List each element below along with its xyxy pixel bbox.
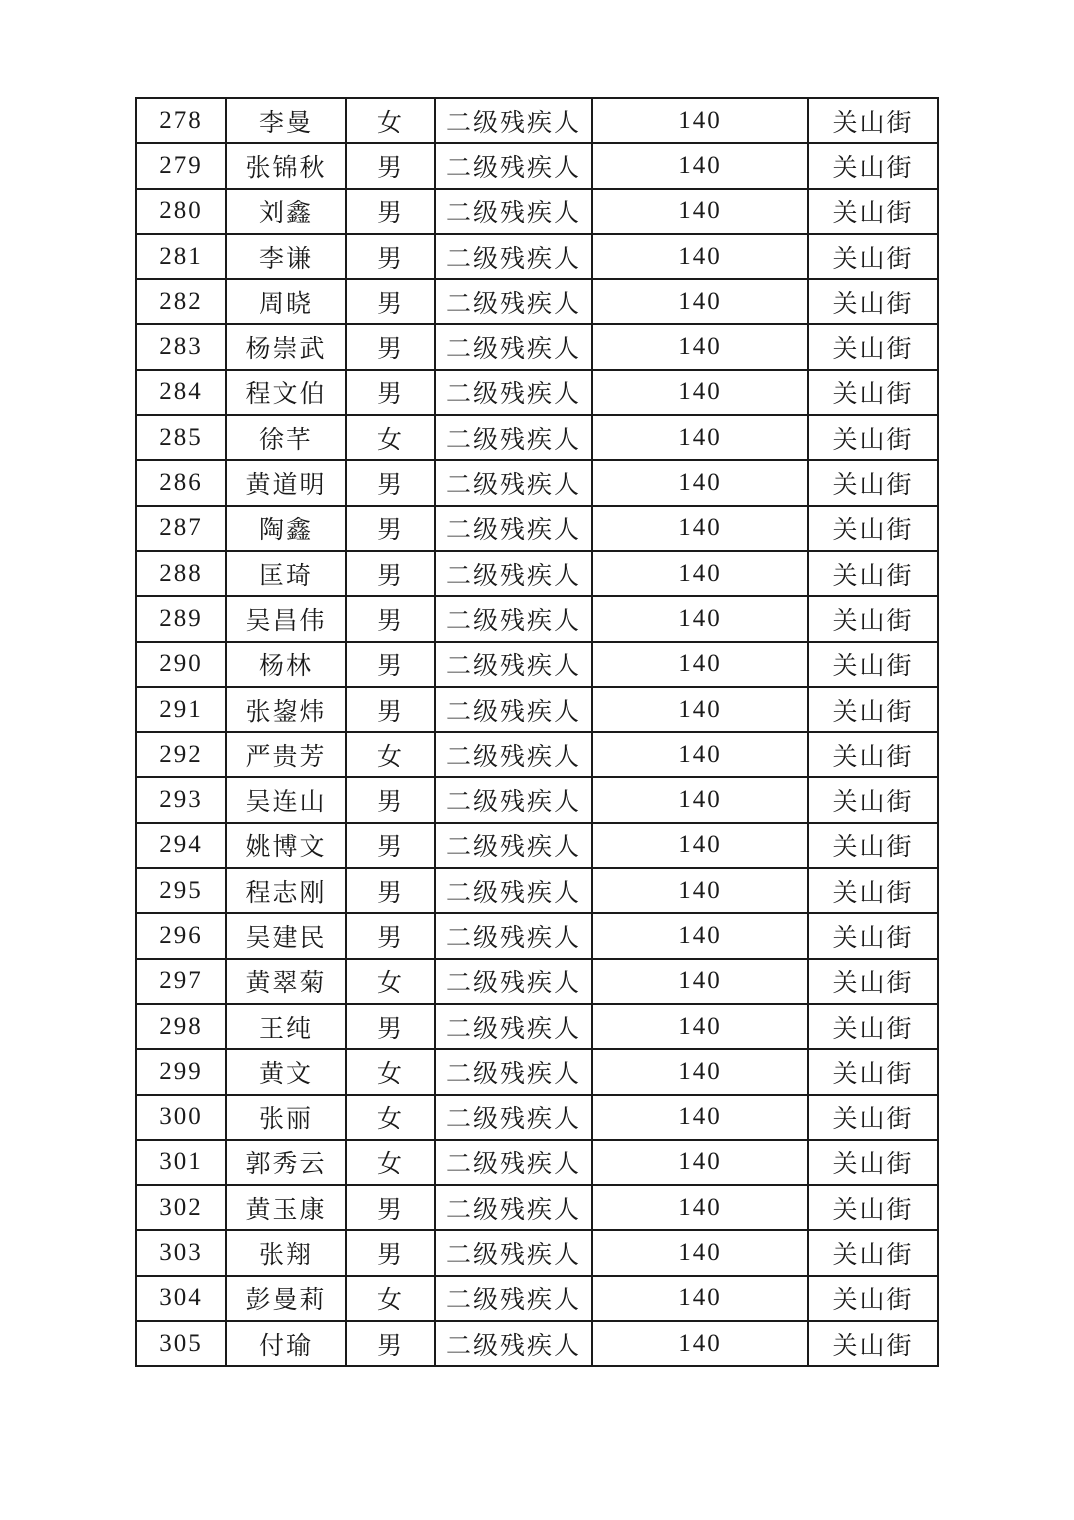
gender-cell: 男 [346, 460, 435, 505]
document-page [135, 97, 937, 1367]
name-cell: 黄道明 [226, 460, 346, 505]
table-row [136, 1321, 938, 1366]
table-row [136, 143, 938, 188]
street-cell: 关山街 [808, 415, 938, 460]
table-row [136, 642, 938, 687]
row-number-cell: 289 [136, 596, 226, 641]
row-number-cell: 281 [136, 234, 226, 279]
name-cell: 吴连山 [226, 777, 346, 822]
amount-cell: 140 [592, 868, 808, 913]
street-cell: 关山街 [808, 370, 938, 415]
name-cell: 王纯 [226, 1004, 346, 1049]
disability-category-cell: 二级残疾人 [435, 823, 592, 868]
name-cell: 徐芊 [226, 415, 346, 460]
disability-category-cell: 二级残疾人 [435, 687, 592, 732]
amount-cell: 140 [592, 1140, 808, 1185]
name-cell: 郭秀云 [226, 1140, 346, 1185]
name-cell: 黄玉康 [226, 1185, 346, 1230]
table-row [136, 1185, 938, 1230]
row-number-cell: 286 [136, 460, 226, 505]
disability-category-cell: 二级残疾人 [435, 1095, 592, 1140]
amount-cell: 140 [592, 460, 808, 505]
table-row [136, 1004, 938, 1049]
disability-category-cell: 二级残疾人 [435, 460, 592, 505]
row-number-cell: 300 [136, 1095, 226, 1140]
amount-cell: 140 [592, 823, 808, 868]
gender-cell: 男 [346, 189, 435, 234]
row-number-cell: 303 [136, 1230, 226, 1275]
gender-cell: 男 [346, 1185, 435, 1230]
disability-category-cell: 二级残疾人 [435, 913, 592, 958]
table-row [136, 324, 938, 369]
table-row [136, 777, 938, 822]
street-cell: 关山街 [808, 1276, 938, 1321]
gender-cell: 男 [346, 234, 435, 279]
gender-cell: 女 [346, 732, 435, 777]
gender-cell: 女 [346, 1049, 435, 1094]
gender-cell: 男 [346, 1004, 435, 1049]
row-number-cell: 288 [136, 551, 226, 596]
gender-cell: 男 [346, 506, 435, 551]
amount-cell: 140 [592, 642, 808, 687]
street-cell: 关山街 [808, 98, 938, 143]
row-number-cell: 280 [136, 189, 226, 234]
table-row [136, 959, 938, 1004]
disability-category-cell: 二级残疾人 [435, 551, 592, 596]
name-cell: 李曼 [226, 98, 346, 143]
amount-cell: 140 [592, 1185, 808, 1230]
table-row [136, 189, 938, 234]
street-cell: 关山街 [808, 1321, 938, 1366]
amount-cell: 140 [592, 913, 808, 958]
amount-cell: 140 [592, 189, 808, 234]
amount-cell: 140 [592, 1004, 808, 1049]
amount-cell: 140 [592, 777, 808, 822]
disability-category-cell: 二级残疾人 [435, 143, 592, 188]
amount-cell: 140 [592, 1276, 808, 1321]
amount-cell: 140 [592, 279, 808, 324]
disability-category-cell: 二级残疾人 [435, 1321, 592, 1366]
disability-category-cell: 二级残疾人 [435, 959, 592, 1004]
amount-cell: 140 [592, 1230, 808, 1275]
disability-category-cell: 二级残疾人 [435, 234, 592, 279]
gender-cell: 女 [346, 959, 435, 1004]
disability-category-cell: 二级残疾人 [435, 415, 592, 460]
street-cell: 关山街 [808, 777, 938, 822]
amount-cell: 140 [592, 959, 808, 1004]
disability-category-cell: 二级残疾人 [435, 1276, 592, 1321]
table-row [136, 1095, 938, 1140]
row-number-cell: 293 [136, 777, 226, 822]
name-cell: 杨崇武 [226, 324, 346, 369]
row-number-cell: 282 [136, 279, 226, 324]
amount-cell: 140 [592, 732, 808, 777]
amount-cell: 140 [592, 1049, 808, 1094]
table-row [136, 596, 938, 641]
disability-category-cell: 二级残疾人 [435, 642, 592, 687]
row-number-cell: 299 [136, 1049, 226, 1094]
amount-cell: 140 [592, 143, 808, 188]
disability-category-cell: 二级残疾人 [435, 1185, 592, 1230]
amount-cell: 140 [592, 1321, 808, 1366]
amount-cell: 140 [592, 506, 808, 551]
street-cell: 关山街 [808, 959, 938, 1004]
row-number-cell: 292 [136, 732, 226, 777]
disability-category-cell: 二级残疾人 [435, 324, 592, 369]
name-cell: 杨林 [226, 642, 346, 687]
disability-category-cell: 二级残疾人 [435, 279, 592, 324]
disability-category-cell: 二级残疾人 [435, 370, 592, 415]
name-cell: 严贵芳 [226, 732, 346, 777]
table-row [136, 460, 938, 505]
row-number-cell: 284 [136, 370, 226, 415]
name-cell: 张翔 [226, 1230, 346, 1275]
name-cell: 张鋆炜 [226, 687, 346, 732]
table-row [136, 234, 938, 279]
amount-cell: 140 [592, 551, 808, 596]
row-number-cell: 278 [136, 98, 226, 143]
disability-category-cell: 二级残疾人 [435, 1140, 592, 1185]
street-cell: 关山街 [808, 143, 938, 188]
amount-cell: 140 [592, 415, 808, 460]
row-number-cell: 287 [136, 506, 226, 551]
row-number-cell: 290 [136, 642, 226, 687]
street-cell: 关山街 [808, 1185, 938, 1230]
table-row [136, 415, 938, 460]
disability-category-cell: 二级残疾人 [435, 868, 592, 913]
amount-cell: 140 [592, 324, 808, 369]
table-row [136, 1049, 938, 1094]
table-row [136, 687, 938, 732]
street-cell: 关山街 [808, 642, 938, 687]
street-cell: 关山街 [808, 732, 938, 777]
name-cell: 吴建民 [226, 913, 346, 958]
table-row [136, 913, 938, 958]
street-cell: 关山街 [808, 1140, 938, 1185]
name-cell: 程志刚 [226, 868, 346, 913]
name-cell: 张锦秋 [226, 143, 346, 188]
street-cell: 关山街 [808, 868, 938, 913]
gender-cell: 男 [346, 823, 435, 868]
table-row [136, 370, 938, 415]
table-row [136, 98, 938, 143]
row-number-cell: 296 [136, 913, 226, 958]
table-row [136, 1276, 938, 1321]
disability-category-cell: 二级残疾人 [435, 506, 592, 551]
street-cell: 关山街 [808, 324, 938, 369]
street-cell: 关山街 [808, 189, 938, 234]
row-number-cell: 283 [136, 324, 226, 369]
table-row [136, 279, 938, 324]
street-cell: 关山街 [808, 1095, 938, 1140]
street-cell: 关山街 [808, 234, 938, 279]
street-cell: 关山街 [808, 596, 938, 641]
gender-cell: 男 [346, 551, 435, 596]
name-cell: 陶鑫 [226, 506, 346, 551]
row-number-cell: 279 [136, 143, 226, 188]
amount-cell: 140 [592, 234, 808, 279]
row-number-cell: 297 [136, 959, 226, 1004]
street-cell: 关山街 [808, 1230, 938, 1275]
name-cell: 付瑜 [226, 1321, 346, 1366]
table-row [136, 732, 938, 777]
disability-category-cell: 二级残疾人 [435, 1049, 592, 1094]
gender-cell: 男 [346, 1321, 435, 1366]
table-row [136, 551, 938, 596]
gender-cell: 男 [346, 913, 435, 958]
row-number-cell: 294 [136, 823, 226, 868]
disability-category-cell: 二级残疾人 [435, 596, 592, 641]
gender-cell: 女 [346, 98, 435, 143]
roster-table-body [136, 98, 938, 1366]
table-row [136, 506, 938, 551]
row-number-cell: 304 [136, 1276, 226, 1321]
row-number-cell: 295 [136, 868, 226, 913]
table-row [136, 1140, 938, 1185]
gender-cell: 男 [346, 687, 435, 732]
gender-cell: 女 [346, 1276, 435, 1321]
amount-cell: 140 [592, 596, 808, 641]
name-cell: 吴昌伟 [226, 596, 346, 641]
disability-category-cell: 二级残疾人 [435, 1004, 592, 1049]
disability-category-cell: 二级残疾人 [435, 732, 592, 777]
name-cell: 匡琦 [226, 551, 346, 596]
row-number-cell: 302 [136, 1185, 226, 1230]
name-cell: 周晓 [226, 279, 346, 324]
street-cell: 关山街 [808, 1049, 938, 1094]
roster-table [135, 97, 939, 1367]
amount-cell: 140 [592, 687, 808, 732]
amount-cell: 140 [592, 370, 808, 415]
row-number-cell: 301 [136, 1140, 226, 1185]
street-cell: 关山街 [808, 506, 938, 551]
disability-category-cell: 二级残疾人 [435, 1230, 592, 1275]
row-number-cell: 285 [136, 415, 226, 460]
name-cell: 李谦 [226, 234, 346, 279]
name-cell: 姚博文 [226, 823, 346, 868]
gender-cell: 女 [346, 1140, 435, 1185]
street-cell: 关山街 [808, 823, 938, 868]
row-number-cell: 305 [136, 1321, 226, 1366]
name-cell: 张丽 [226, 1095, 346, 1140]
name-cell: 程文伯 [226, 370, 346, 415]
street-cell: 关山街 [808, 913, 938, 958]
gender-cell: 男 [346, 868, 435, 913]
name-cell: 黄翠菊 [226, 959, 346, 1004]
disability-category-cell: 二级残疾人 [435, 98, 592, 143]
name-cell: 黄文 [226, 1049, 346, 1094]
street-cell: 关山街 [808, 551, 938, 596]
gender-cell: 男 [346, 143, 435, 188]
gender-cell: 男 [346, 279, 435, 324]
amount-cell: 140 [592, 98, 808, 143]
row-number-cell: 291 [136, 687, 226, 732]
gender-cell: 男 [346, 324, 435, 369]
street-cell: 关山街 [808, 460, 938, 505]
name-cell: 刘鑫 [226, 189, 346, 234]
gender-cell: 女 [346, 1095, 435, 1140]
gender-cell: 男 [346, 777, 435, 822]
street-cell: 关山街 [808, 1004, 938, 1049]
table-row [136, 823, 938, 868]
disability-category-cell: 二级残疾人 [435, 189, 592, 234]
street-cell: 关山街 [808, 687, 938, 732]
gender-cell: 男 [346, 596, 435, 641]
table-row [136, 1230, 938, 1275]
gender-cell: 女 [346, 415, 435, 460]
street-cell: 关山街 [808, 279, 938, 324]
amount-cell: 140 [592, 1095, 808, 1140]
row-number-cell: 298 [136, 1004, 226, 1049]
gender-cell: 男 [346, 1230, 435, 1275]
gender-cell: 男 [346, 370, 435, 415]
table-row [136, 868, 938, 913]
gender-cell: 男 [346, 642, 435, 687]
disability-category-cell: 二级残疾人 [435, 777, 592, 822]
name-cell: 彭曼莉 [226, 1276, 346, 1321]
